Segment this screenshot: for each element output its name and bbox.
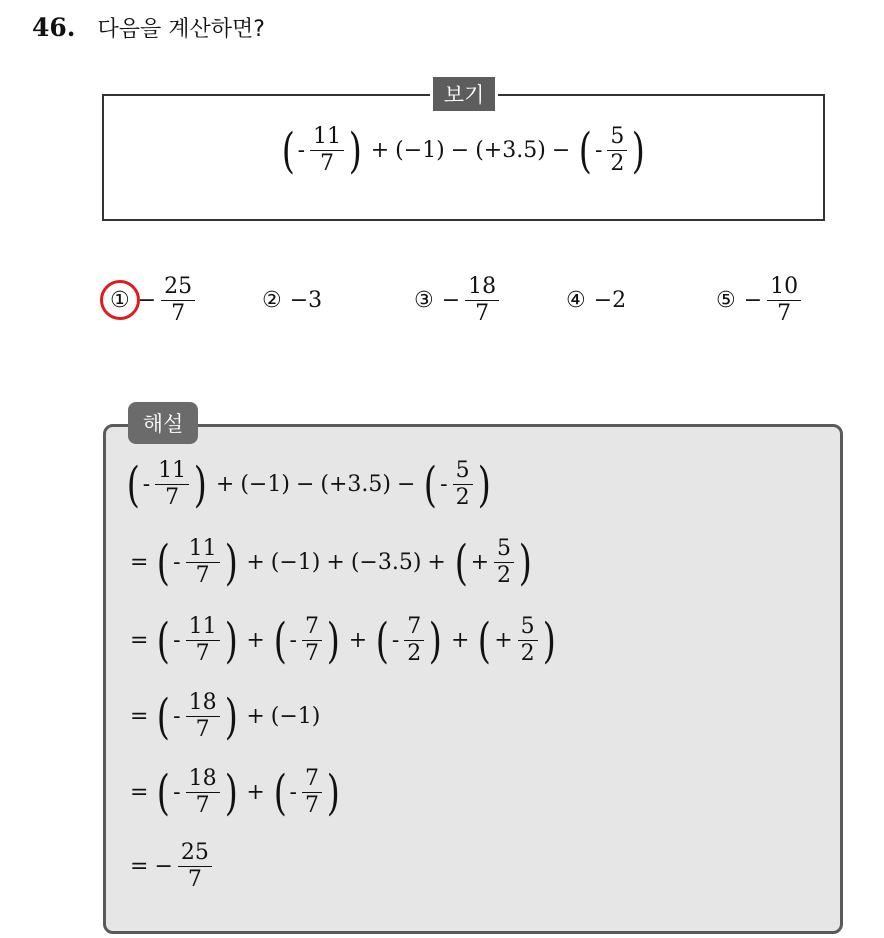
numerator: 5 (494, 538, 514, 563)
fraction (186, 692, 220, 741)
choice-value: −2 (593, 288, 627, 313)
fraction (186, 538, 220, 587)
solution-line-4: = ( - $\frac{18}{7}$ ) + (−1) (130, 688, 321, 745)
choice-number: ⑤ (716, 287, 736, 313)
fraction (155, 460, 189, 509)
fraction (607, 126, 627, 175)
equals-sign: = (130, 853, 149, 879)
fraction (404, 616, 424, 665)
denominator: 2 (407, 641, 422, 666)
fraction (494, 538, 514, 587)
denominator: 2 (455, 485, 470, 510)
denominator: 2 (497, 563, 512, 588)
term-sign: - (289, 779, 297, 805)
term: (−3.5) (350, 549, 422, 575)
term: (−1) (270, 703, 321, 729)
term-sign: - (173, 703, 181, 729)
numerator: 11 (186, 538, 220, 563)
fraction (178, 842, 212, 891)
operator: + (246, 549, 265, 575)
term: (−1) (395, 137, 445, 163)
numerator: 7 (302, 768, 322, 793)
numerator: 25 (178, 842, 212, 867)
term-sign: - (440, 471, 448, 497)
choice-number: ② (262, 288, 282, 313)
solution-label: 해설 (128, 402, 198, 444)
equals-sign: = (130, 703, 149, 729)
choice-1[interactable] (110, 276, 197, 325)
choice-2[interactable] (262, 290, 322, 312)
fraction (161, 276, 195, 325)
operator: − (450, 137, 470, 163)
fraction (310, 126, 344, 175)
solution-line-6 (124, 842, 214, 891)
denominator: 7 (304, 641, 319, 666)
denominator: 7 (195, 793, 210, 818)
term-sign: - (297, 137, 305, 163)
choice-number: ④ (566, 288, 586, 313)
choice-sign: − (743, 287, 763, 313)
term: (−1) (270, 549, 321, 575)
numerator: 7 (404, 616, 424, 641)
numerator: 11 (186, 616, 220, 641)
denominator: 7 (195, 563, 210, 588)
term-sign: - (173, 779, 181, 805)
term: (+3.5) (475, 137, 546, 163)
numerator: 11 (155, 460, 189, 485)
denominator: 7 (195, 717, 210, 742)
operator: − (551, 137, 571, 163)
choice-number: ① (110, 287, 130, 313)
denominator: 2 (610, 151, 625, 176)
numerator: 5 (453, 460, 473, 485)
bogi-expression: ( - $\frac{11}{7}$ ) + (−1) − (+3.5) − ( - $\frac{5}{2}$ ) (281, 122, 646, 179)
fraction (518, 616, 538, 665)
choice-value: −3 (289, 288, 323, 313)
question-number: 46. (32, 13, 76, 42)
choice-number: ③ (414, 287, 434, 313)
term-sign: + (494, 627, 513, 653)
equals-sign: = (130, 549, 149, 575)
solution-line-2: = ( - $\frac{11}{7}$ ) + (−1) + (−3.5) + ( + $\frac{5}{2}$ ) (130, 534, 532, 591)
term-sign: - (142, 471, 151, 497)
solution-line-5: = ( - $\frac{18}{7}$ ) + ( - $\frac{7}{7}$ ) (130, 764, 340, 821)
numerator: 18 (186, 768, 220, 793)
denominator: 7 (195, 641, 210, 666)
fraction (465, 276, 499, 325)
operator: + (326, 549, 345, 575)
operator: + (246, 779, 265, 805)
term-sign: - (594, 137, 603, 163)
fraction (767, 276, 801, 325)
term-sign: + (470, 549, 490, 575)
denominator: 7 (171, 301, 186, 326)
operator: + (246, 703, 265, 729)
numerator: 5 (518, 616, 538, 641)
numerator: 25 (161, 276, 195, 301)
term-sign: - (173, 627, 181, 653)
term: (+3.5) (320, 471, 391, 497)
denominator: 7 (304, 793, 319, 818)
numerator: 10 (767, 276, 801, 301)
fraction (186, 616, 220, 665)
operator: + (348, 627, 368, 653)
equals-sign: = (130, 627, 149, 653)
choice-4[interactable] (566, 290, 626, 312)
choice-5[interactable] (716, 276, 803, 325)
operator: − (396, 471, 416, 497)
operator: + (246, 627, 265, 653)
question-text: 다음을 계산하면? (97, 17, 265, 42)
operator: + (215, 471, 235, 497)
fraction (453, 460, 473, 509)
numerator: 18 (465, 276, 499, 301)
term: (−1) (240, 471, 290, 497)
term-sign: − (154, 853, 173, 879)
choice-sign: − (137, 287, 157, 313)
fraction (302, 768, 322, 817)
question-header (32, 12, 265, 43)
denominator: 7 (777, 301, 792, 326)
denominator: 7 (475, 301, 490, 326)
equals-sign: = (130, 779, 149, 805)
numerator: 11 (310, 126, 344, 151)
term-sign: - (391, 627, 400, 653)
term-sign: - (173, 549, 181, 575)
denominator: 7 (187, 867, 202, 892)
solution-line-1: ( - $\frac{11}{7}$ ) + (−1) − (+3.5) − ( - $\frac{5}{2}$ ) (126, 456, 491, 513)
operator: + (427, 549, 446, 575)
numerator: 18 (186, 692, 220, 717)
fraction (302, 616, 322, 665)
denominator: 2 (520, 641, 535, 666)
term-sign: - (289, 627, 297, 653)
choice-sign: − (441, 287, 461, 313)
numerator: 5 (607, 126, 627, 151)
numerator: 7 (302, 616, 322, 641)
solution-line-3: = ( - $\frac{11}{7}$ ) + ( - $\frac{7}{7}$ ) + ( - $\frac{7}{2}$ ) + ( + $\frac{5}{2}$ ) (130, 612, 556, 669)
fraction (186, 768, 220, 817)
denominator: 7 (320, 151, 334, 176)
operator: + (451, 627, 470, 653)
choice-3[interactable] (414, 276, 501, 325)
bogi-label: 보기 (430, 74, 498, 114)
denominator: 7 (165, 485, 180, 510)
operator: − (295, 471, 315, 497)
operator: + (370, 137, 390, 163)
